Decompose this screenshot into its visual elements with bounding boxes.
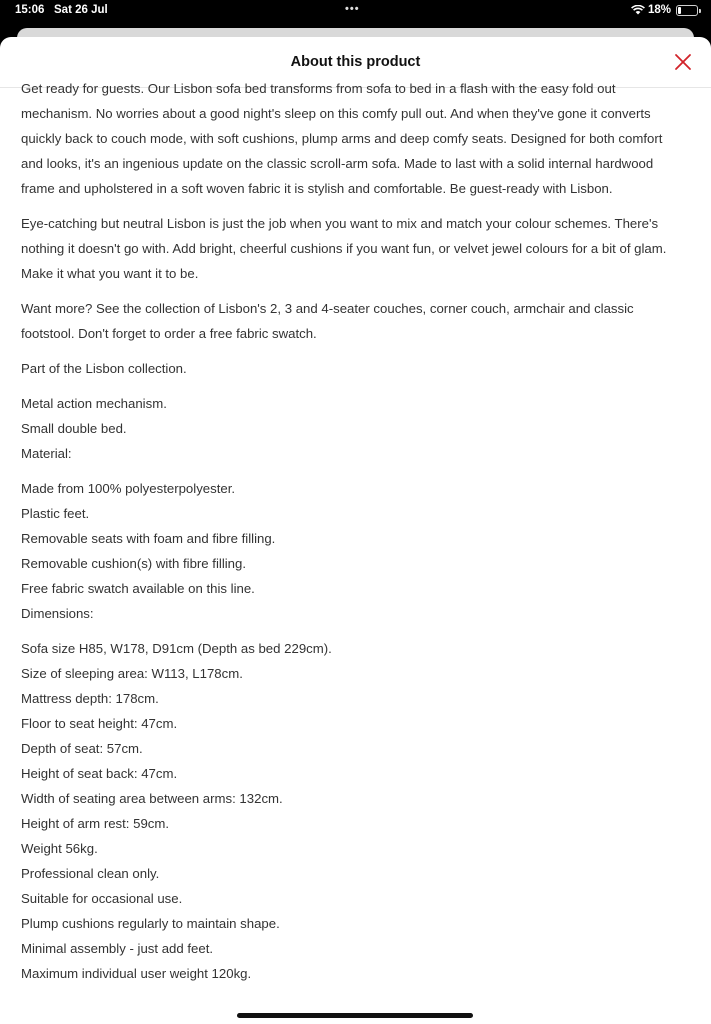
list-item: Plump cushions regularly to maintain shape.: [21, 916, 280, 931]
list-item: Sofa size H85, W178, D91cm (Depth as bed 229cm).: [21, 641, 332, 656]
list-item: Width of seating area between arms: 132cm.: [21, 791, 283, 806]
material-list: [21, 476, 693, 626]
status-date: Sat 26 Jul: [54, 4, 108, 16]
text-line: Eye-catching but neutral Lisbon is just the job when you want to mix and match your colour schemes. There's: [21, 216, 659, 231]
page-title: About this product: [290, 54, 421, 70]
text-line: Get ready for guests. Our Lisbon sofa bed transforms from sofa to bed in a flash with the easy fold out: [21, 81, 616, 96]
description-paragraph-1: [21, 76, 693, 201]
list-item: Suitable for occasional use.: [21, 891, 183, 906]
text-line: Part of the Lisbon collection.: [21, 361, 187, 376]
list-item: Height of arm rest: 59cm.: [21, 816, 170, 831]
text-line: frame and upholstered in a soft woven fabric it is stylish and comfortable. Be guest-ready with Lisbon.: [21, 181, 613, 196]
text-line: Make it what you want it to be.: [21, 266, 199, 281]
wifi-icon: [631, 5, 645, 15]
list-item: Depth of seat: 57cm.: [21, 741, 143, 756]
list-item: Small double bed.: [21, 421, 127, 436]
list-item: Floor to seat height: 47cm.: [21, 716, 178, 731]
list-item: Height of seat back: 47cm.: [21, 766, 178, 781]
list-item: Dimensions:: [21, 606, 94, 621]
list-item: Professional clean only.: [21, 866, 160, 881]
text-line: Want more? See the collection of Lisbon's 2, 3 and 4-seater couches, corner couch, armchair and classic: [21, 301, 634, 316]
close-icon[interactable]: [672, 51, 694, 73]
text-line: quickly back to couch mode, with soft cushions, plump arms and deep comfy seats. Designed for both comfort: [21, 131, 663, 146]
list-item: Metal action mechanism.: [21, 396, 167, 411]
status-bar: [0, 0, 711, 22]
description-paragraph-4: [21, 356, 693, 381]
multitask-dots[interactable]: •••: [345, 3, 360, 15]
home-indicator[interactable]: [237, 1013, 473, 1018]
list-item: Free fabric swatch available on this line.: [21, 581, 255, 596]
battery-icon: [676, 5, 698, 16]
list-item: Material:: [21, 446, 72, 461]
text-line: footstool. Don't forget to order a free fabric swatch.: [21, 326, 317, 341]
text-line: mechanism. No worries about a good night's sleep on this comfy pull out. And when they've gone it converts: [21, 106, 651, 121]
list-item: Mattress depth: 178cm.: [21, 691, 159, 706]
dimensions-list: [21, 636, 693, 986]
product-description: [21, 76, 693, 996]
features-list: [21, 391, 693, 466]
list-item: Minimal assembly - just add feet.: [21, 941, 214, 956]
text-line: nothing it doesn't go with. Add bright, cheerful cushions if you want fun, or velvet jewel colours for a bit of glam.: [21, 241, 667, 256]
list-item: Made from 100% polyesterpolyester.: [21, 481, 236, 496]
description-paragraph-3: [21, 296, 693, 346]
status-time: 15:06: [15, 4, 45, 16]
list-item: Removable seats with foam and fibre filling.: [21, 531, 276, 546]
list-item: Weight 56kg.: [21, 841, 98, 856]
list-item: Maximum individual user weight 120kg.: [21, 966, 252, 981]
list-item: Removable cushion(s) with fibre filling.: [21, 556, 247, 571]
text-line: and looks, it's an ingenious update on the classic scroll-arm sofa. Made to last with a solid internal hardwood: [21, 156, 654, 171]
list-item: Size of sleeping area: W113, L178cm.: [21, 666, 243, 681]
description-paragraph-2: [21, 211, 693, 286]
list-item: Plastic feet.: [21, 506, 90, 521]
battery-percent: 18%: [648, 4, 672, 16]
